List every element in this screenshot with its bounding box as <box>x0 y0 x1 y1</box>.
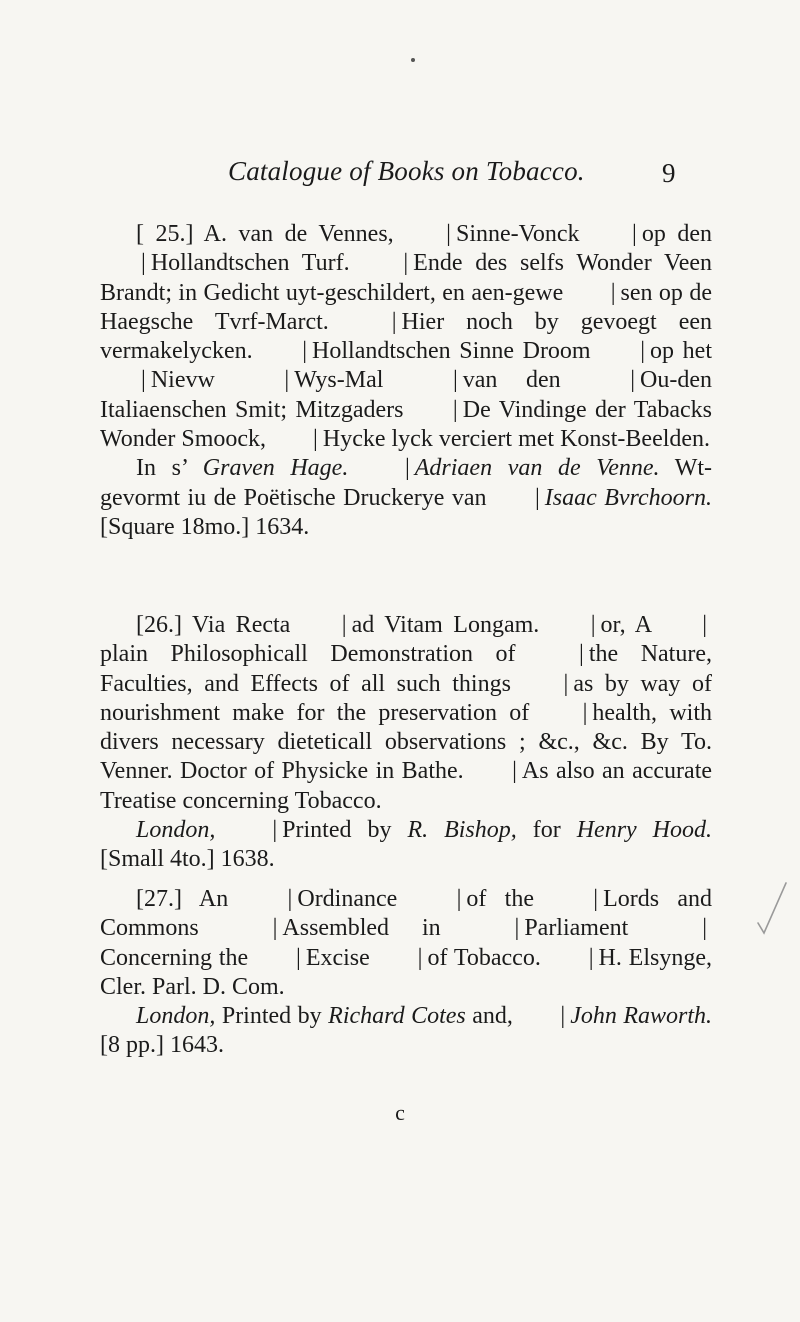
pencil-check-mark-icon <box>752 875 792 945</box>
entry-25-imprint: In s’ Graven Hage. | Adriaen van de Venne. Wt-gevormt iu de Poëtische Druckerye van | Isaac Bvrchoorn. [Square 18mo.] 1634. <box>100 455 712 540</box>
catalogue-entry-25 <box>100 220 712 542</box>
entry-27-imprint: London, Printed by Richard Cotes and, | John Raworth. [8 pp.] 1643. <box>100 1003 713 1059</box>
page-number: 9 <box>662 158 676 188</box>
entry-26-description: [26.] Via Recta | ad Vitam Longam. | or, A |plain Philosophicall Demonstration of | the Nature, Faculties, and Effects of all such things | as by way of nourishment make for the preservation of | health, with divers necessary dieteticall observations ; &c., &c. By To. Venner. Doctor of Physicke in Bathe. | As also an accurate Treatise concerning Tobacco. <box>100 612 713 814</box>
entry-25-description: [ 25.] A. van de Vennes, | Sinne-Vonck | op den | Hollandtschen Turf. | Ende des selfs Wonder Veen Brandt; in Gedicht uyt-geschildert, en aen-gewe | sen op de Haegsche Tvrf-Marct. | Hier noch by gevoegt een vermakelycken. | Hollandtschen Sinne Droom | op het | Nievw | Wys-Mal | van den | Ou-den Italiaenschen Smit; Mitzgaders | De Vindinge der Tabacks Wonder Smoock, | Hycke lyck verciert met Konst-Beelden. <box>100 221 713 453</box>
running-title: Catalogue of Books on Tobacco. <box>228 156 585 186</box>
ink-speck <box>411 58 415 62</box>
entry-26-imprint: London, | Printed by R. Bishop, for Henry Hood. [Small 4to.] 1638. <box>100 817 713 873</box>
catalogue-entry-27 <box>100 885 712 1061</box>
signature-mark: c <box>395 1100 405 1125</box>
entry-27-description: [27.] An | Ordinance | of the | Lords and Commons | Assembled in | Parliament |Concerning the | Excise | of Tobacco. | H. Elsynge, Cler. Parl. D. Com. <box>100 886 713 1000</box>
catalogue-entry-26 <box>100 611 712 875</box>
running-head <box>0 156 800 196</box>
